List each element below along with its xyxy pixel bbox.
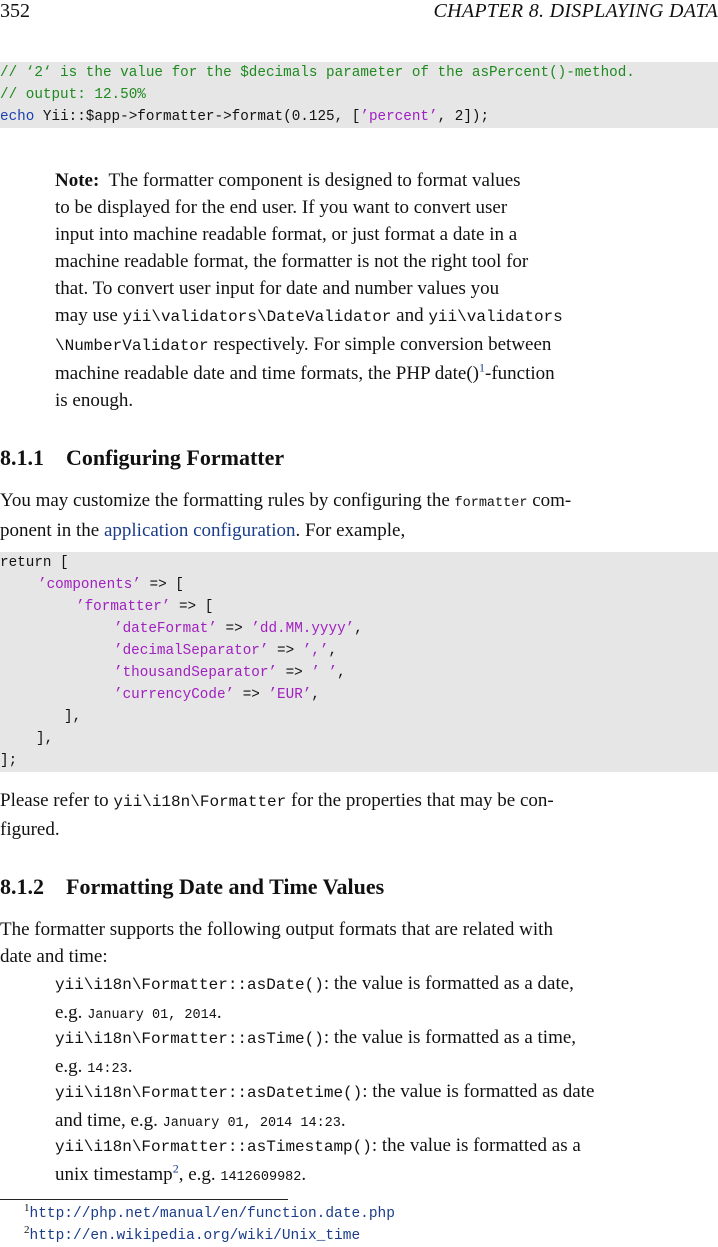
code-line — [114, 684, 320, 706]
astime-method: yii\i18n\Formatter::asTime() — [55, 1030, 324, 1048]
note-line: that. To convert user input for date and number values you — [55, 278, 500, 299]
item-example: January 01, 2014 14:23 — [162, 1116, 341, 1131]
note-line: machine readable format, the formatter is not the right tool for — [55, 251, 529, 272]
code-string: ’,’ — [302, 643, 329, 659]
code-line — [114, 640, 337, 662]
footnote-ref-2[interactable]: 2 — [172, 1161, 179, 1176]
code-text: => — [268, 643, 303, 659]
list-item-asdatetime — [55, 1078, 718, 1137]
para-text: for the properties that may be con- — [286, 790, 554, 811]
note-line — [55, 360, 665, 387]
code-text: , 2]); — [437, 109, 490, 125]
item-text: . — [216, 1002, 222, 1023]
code-text: , — [354, 621, 363, 637]
item-desc: : the value is formatted as a time, — [323, 1027, 577, 1048]
list-item-asdate — [55, 970, 718, 1029]
code-string: ’dateFormat’ — [114, 621, 217, 637]
footnote-1 — [24, 1202, 395, 1222]
note-line: input into machine readable format, or just format a date in a — [55, 224, 518, 245]
code-keyword: echo — [0, 109, 35, 125]
section-title: Formatting Date and Time Values — [66, 874, 385, 899]
note-block — [55, 167, 665, 414]
section-heading-8-1-2 — [0, 874, 384, 900]
refer-paragraph — [0, 787, 718, 843]
number-validator-ref: \NumberValidator — [55, 337, 209, 355]
para-text: You may customize the formatting rules by configuring the — [0, 490, 455, 511]
note-label: Note: — [55, 170, 100, 191]
section-number: 8.1.1 — [0, 445, 44, 470]
configuring-paragraph — [0, 487, 718, 544]
note-text: may use — [55, 305, 123, 326]
item-desc: : the value is formatted as date — [362, 1081, 595, 1102]
para-text: date and time: — [0, 946, 108, 967]
item-example: 14:23 — [87, 1062, 128, 1077]
footnote-ref-1[interactable]: 1 — [479, 360, 485, 375]
application-configuration-link[interactable]: application configuration — [103, 520, 296, 541]
item-text: . — [340, 1110, 346, 1131]
code-string: ’ ’ — [311, 665, 338, 681]
footnote-link-2[interactable]: http://en.wikipedia.org/wiki/Unix_time — [29, 1228, 361, 1244]
code-text: => [ — [140, 577, 184, 593]
code-string: ’dd.MM.yyyy’ — [251, 621, 355, 637]
code-block-1 — [0, 62, 718, 128]
formatting-intro — [0, 916, 718, 970]
code-string: ’thousandSeparator’ — [114, 665, 278, 681]
code-text: , — [311, 687, 320, 703]
para-text: ponent in the — [0, 520, 104, 541]
code-line — [38, 574, 184, 596]
formatter-ref: formatter — [454, 496, 528, 511]
code-line — [114, 662, 346, 684]
code-text: Yii::$app->formatter->format(0.125, [ — [34, 109, 361, 125]
code-text: => — [277, 665, 312, 681]
note-text: machine readable date and time formats, the PHP date() — [55, 363, 479, 384]
item-text: e.g. — [55, 1056, 88, 1077]
formatter-class-ref: yii\i18n\Formatter — [113, 793, 287, 811]
footnote-divider — [0, 1199, 288, 1200]
note-line — [55, 302, 665, 331]
code-text: => [ — [170, 599, 214, 615]
para-text: figured. — [0, 819, 60, 840]
code-string: ’percent’ — [360, 109, 438, 125]
code-string: ’EUR’ — [268, 687, 312, 703]
item-text: e.g. — [55, 1002, 88, 1023]
section-heading-8-1-1 — [0, 445, 284, 471]
item-desc: : the value is formatted as a date, — [323, 973, 574, 994]
note-line: is enough. — [55, 390, 134, 411]
footnote-number: 1 — [24, 1202, 30, 1215]
asdatetime-method: yii\i18n\Formatter::asDatetime() — [55, 1084, 363, 1102]
item-text: , e.g. — [178, 1164, 221, 1185]
code-string: ’formatter’ — [76, 599, 171, 615]
footnote-2 — [24, 1224, 361, 1244]
item-example: January 01, 2014 — [87, 1008, 217, 1023]
astimestamp-method: yii\i18n\Formatter::asTimestamp() — [55, 1138, 372, 1156]
code-line: ]; — [0, 753, 18, 769]
note-text: and — [391, 305, 429, 326]
para-text: . For example, — [295, 520, 406, 541]
item-example: 1412609982 — [220, 1170, 302, 1185]
note-text: The formatter component is designed to format values — [108, 170, 521, 191]
code-line — [114, 618, 363, 640]
code-line — [0, 106, 489, 128]
para-text: com- — [527, 490, 572, 511]
note-text: respectively. For simple conversion between — [208, 334, 552, 355]
note-line: to be displayed for the end user. If you want to convert user — [55, 197, 508, 218]
code-text: , — [337, 665, 346, 681]
item-text: . — [301, 1164, 307, 1185]
item-desc: : the value is formatted as a — [371, 1135, 581, 1156]
code-block-2 — [0, 552, 718, 772]
footnote-number: 2 — [24, 1224, 30, 1237]
item-text: and time, e.g. — [55, 1110, 163, 1131]
code-line: ], — [64, 709, 82, 725]
date-validator-ref: yii\validators\DateValidator — [122, 308, 392, 326]
code-string: ’components’ — [38, 577, 141, 593]
code-line: ], — [36, 731, 54, 747]
code-text: => — [234, 687, 269, 703]
code-text: => — [216, 621, 252, 637]
para-text: The formatter supports the following output formats that are related with — [0, 919, 553, 940]
asdate-method: yii\i18n\Formatter::asDate() — [55, 976, 324, 994]
note-line — [55, 167, 665, 194]
list-item-astimestamp — [55, 1132, 718, 1191]
code-comment-line: // ‘2‘ is the value for the $decimals parameter of the asPercent()-method. — [0, 65, 635, 81]
footnote-link-1[interactable]: http://php.net/manual/en/function.date.php — [29, 1206, 395, 1222]
code-text: , — [328, 643, 338, 659]
note-line — [55, 331, 665, 360]
chapter-title: CHAPTER 8. DISPLAYING DATA — [433, 0, 718, 22]
note-text: -function — [485, 363, 555, 384]
code-line — [76, 596, 213, 618]
list-item-astime — [55, 1024, 718, 1083]
item-text: unix timestamp — [55, 1164, 173, 1185]
para-text: Please refer to — [0, 790, 114, 811]
code-string: ’currencyCode’ — [114, 687, 235, 703]
page-number: 352 — [0, 0, 30, 22]
code-string: ’decimalSeparator’ — [114, 643, 269, 659]
code-comment-line: // output: 12.50% — [0, 87, 146, 103]
section-number: 8.1.2 — [0, 874, 44, 899]
code-line: return [ — [0, 555, 69, 571]
item-text: . — [127, 1056, 133, 1077]
section-title: Configuring Formatter — [66, 445, 285, 470]
validators-ref: yii\validators — [428, 308, 563, 326]
